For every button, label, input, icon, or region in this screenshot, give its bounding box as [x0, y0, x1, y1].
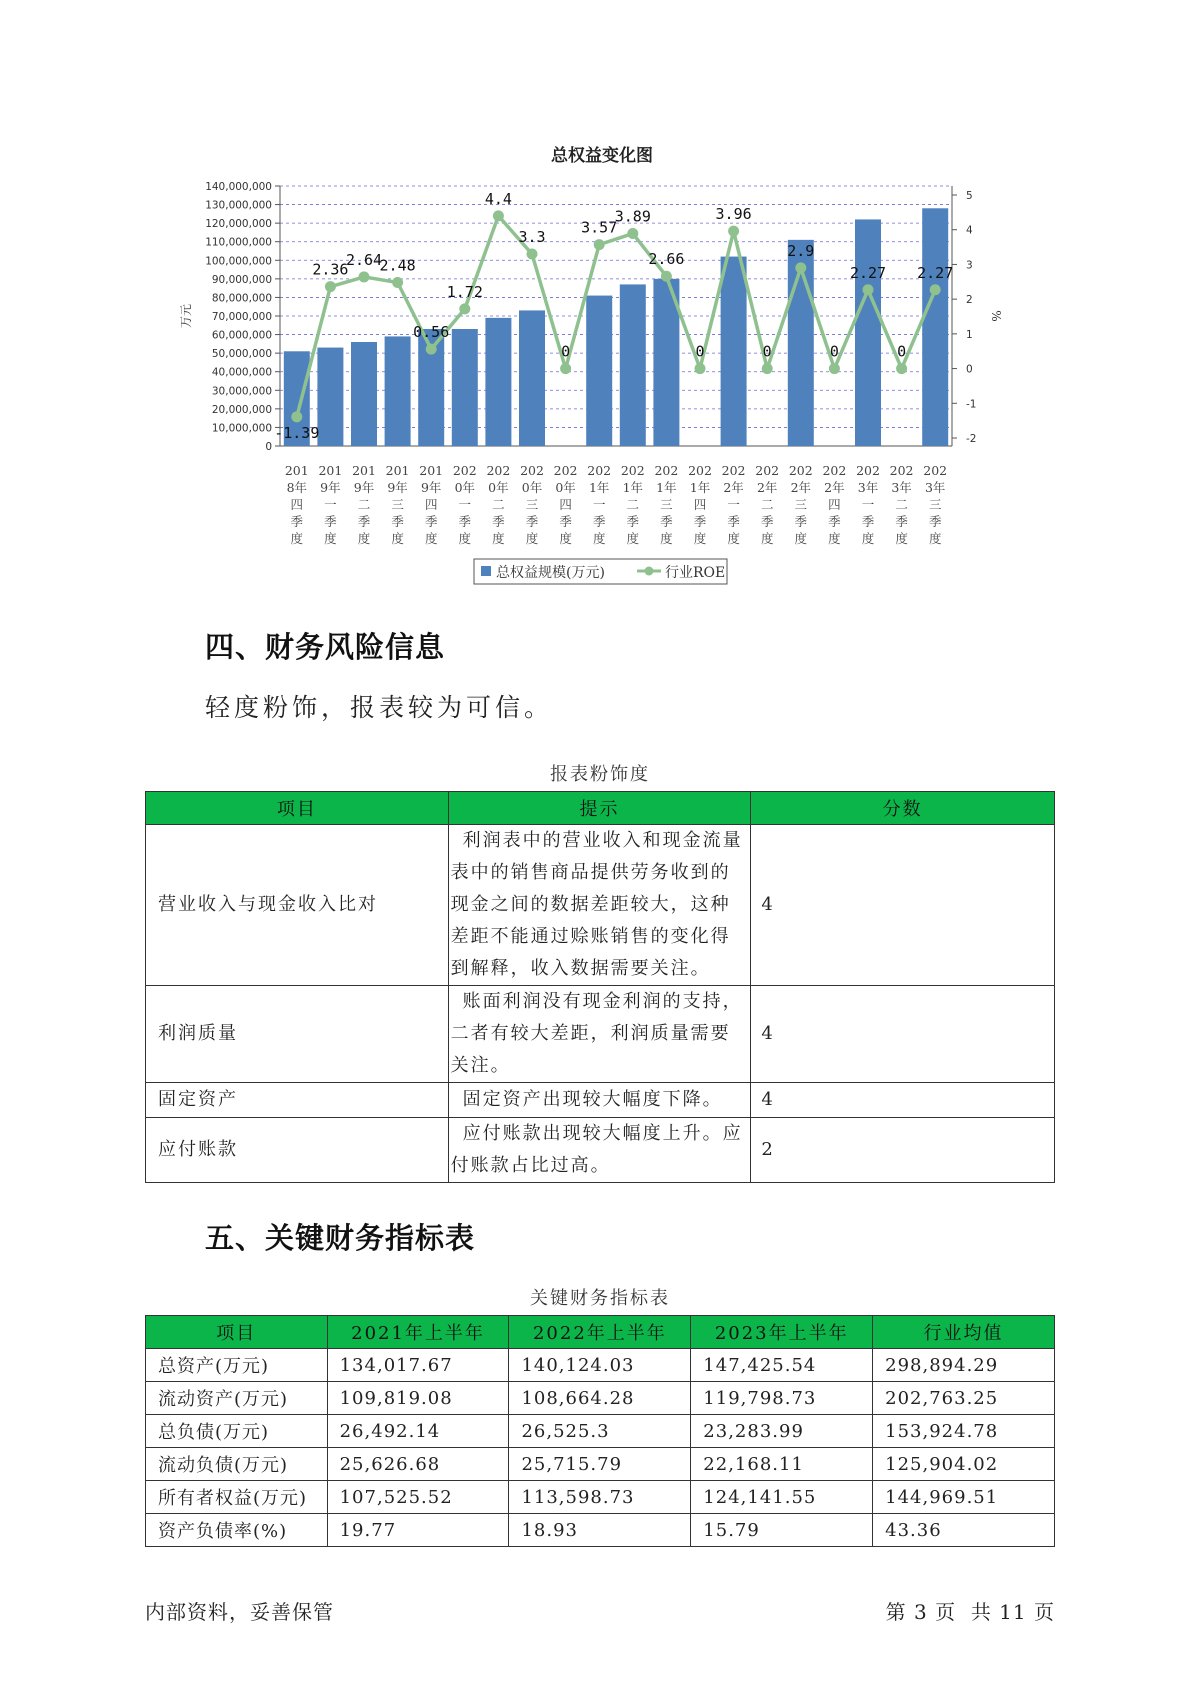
x-tick-label: 二 — [895, 497, 908, 512]
x-tick-label: 季 — [861, 514, 875, 529]
table-cell: 124,141.55 — [691, 1481, 873, 1514]
x-tick-label: 度 — [592, 531, 606, 546]
x-tick-label: 四 — [693, 497, 707, 512]
roe-point — [459, 303, 470, 314]
risk-item: 利润质量 — [146, 986, 449, 1083]
x-tick-label: 202 — [520, 463, 544, 478]
table-cell: 流动负债(万元) — [146, 1448, 328, 1481]
equity-bar — [485, 318, 511, 446]
x-tick-label: 三 — [660, 497, 673, 512]
table-cell: 15.79 — [691, 1514, 873, 1547]
table-row — [146, 1382, 1055, 1415]
equity-bar — [922, 208, 948, 446]
roe-point — [493, 210, 504, 221]
risk-item: 应付账款 — [146, 1118, 449, 1183]
x-tick-label: 度 — [660, 531, 673, 546]
roe-point — [728, 226, 739, 237]
column-header: 项目 — [146, 1316, 328, 1349]
roe-data-label: 2.27 — [849, 263, 887, 282]
x-tick-label: 201 — [352, 463, 376, 478]
y-left-tick-label: 120,000,000 — [205, 218, 272, 231]
x-tick-label: 季 — [492, 514, 505, 529]
y-left-tick-label: 60,000,000 — [211, 329, 272, 342]
x-tick-label: 季 — [828, 514, 841, 529]
roe-data-label: 3.96 — [715, 205, 752, 224]
table-row — [146, 825, 1055, 986]
roe-data-label: 3.89 — [614, 207, 651, 226]
table-cell: 总资产(万元) — [146, 1349, 328, 1382]
x-tick-label: 一 — [861, 497, 875, 512]
x-tick-label: 0年 — [488, 480, 509, 495]
y-right-tick-label: -1 — [966, 398, 977, 411]
roe-point — [863, 284, 874, 295]
table-cell: 18.93 — [509, 1514, 691, 1547]
table-cell: 19.77 — [327, 1514, 509, 1547]
y-left-tick-label: 30,000,000 — [211, 385, 272, 398]
x-tick-label: 度 — [895, 531, 908, 546]
roe-point — [392, 277, 403, 288]
roe-data-label: 0 — [561, 342, 571, 361]
y-left-tick-label: 40,000,000 — [211, 366, 272, 379]
x-tick-label: 季 — [660, 514, 673, 529]
roe-data-label: 2.36 — [312, 260, 349, 279]
x-tick-label: 3年 — [891, 480, 912, 495]
table-cell: 107,525.52 — [327, 1481, 509, 1514]
x-tick-label: 202 — [688, 463, 712, 478]
table-cell: 108,664.28 — [509, 1382, 691, 1415]
x-tick-label: 3年 — [924, 480, 946, 495]
table-cell: 总负债(万元) — [146, 1415, 328, 1448]
table-cell: 流动资产(万元) — [146, 1382, 328, 1415]
roe-data-label: 4.4 — [484, 189, 512, 208]
equity-bar — [721, 257, 747, 446]
x-tick-label: 9年 — [353, 480, 375, 495]
roe-point — [896, 363, 907, 374]
x-tick-label: 202 — [452, 463, 477, 478]
y-left-tick-label: 130,000,000 — [205, 199, 272, 212]
y-left-tick-label: 50,000,000 — [211, 348, 272, 361]
x-tick-label: 季 — [290, 514, 304, 529]
x-tick-label: 度 — [525, 531, 539, 546]
x-tick-label: 季 — [727, 514, 740, 529]
x-tick-label: 202 — [923, 463, 948, 478]
roe-point — [527, 249, 538, 260]
table-cell: 140,124.03 — [509, 1349, 691, 1382]
table-cell: 109,819.08 — [327, 1382, 509, 1415]
risk-hint: 账面利润没有现金利润的支持，二者有较大差距，利润质量需要关注。 — [448, 986, 751, 1083]
section-heading-key-indicators: 五、关键财务指标表 — [205, 1221, 476, 1255]
y-left-tick-label: 140,000,000 — [205, 181, 272, 193]
x-tick-label: 202 — [620, 463, 645, 478]
x-tick-label: 一 — [324, 497, 337, 512]
table-cell: 22,168.11 — [691, 1448, 873, 1481]
column-header: 提示 — [448, 792, 751, 825]
risk-summary: 轻度粉饰，报表较为可信。 — [205, 693, 554, 722]
equity-bar — [620, 284, 646, 446]
x-tick-label: 季 — [391, 514, 404, 529]
y-right-tick-label: -2 — [966, 433, 977, 445]
x-tick-label: 202 — [755, 463, 780, 478]
risk-table-caption: 报表粉饰度 — [550, 764, 650, 785]
risk-hint: 利润表中的营业收入和现金流量表中的销售商品提供劳务收到的现金之间的数据差距较大，这种差距不能通过赊账销售的变化得到解释，收入数据需要关注。 — [448, 825, 751, 986]
x-tick-label: 201 — [419, 463, 444, 478]
x-tick-label: 季 — [424, 514, 438, 529]
y-right-axis-label: % — [989, 310, 1003, 322]
x-tick-label: 202 — [721, 463, 746, 478]
risk-score: 4 — [751, 825, 1055, 986]
x-tick-label: 202 — [889, 463, 914, 478]
column-header: 2023年上半年 — [691, 1316, 873, 1349]
x-tick-label: 3年 — [857, 480, 879, 495]
chart-title: 总权益变化图 — [551, 146, 653, 166]
x-tick-label: 201 — [385, 463, 410, 478]
x-tick-label: 1年 — [588, 480, 610, 495]
x-tick-label: 0年 — [454, 480, 476, 495]
y-right-tick-label: 1 — [966, 328, 973, 341]
x-tick-label: 季 — [760, 514, 774, 529]
x-tick-label: 202 — [654, 463, 679, 478]
y-left-tick-label: 80,000,000 — [211, 292, 272, 305]
x-tick-label: 一 — [727, 497, 740, 512]
roe-data-label: 3.3 — [518, 228, 546, 247]
table-cell: 119,798.73 — [691, 1382, 873, 1415]
x-tick-label: 二 — [357, 497, 371, 512]
roe-data-label: 2.64 — [345, 250, 383, 269]
x-tick-label: 季 — [324, 514, 337, 529]
x-tick-label: 度 — [928, 531, 942, 546]
x-tick-label: 季 — [525, 514, 539, 529]
x-tick-label: 202 — [553, 463, 578, 478]
roe-point — [627, 228, 638, 239]
x-tick-label: 季 — [559, 514, 572, 529]
x-tick-label: 度 — [727, 531, 740, 546]
x-tick-label: 度 — [626, 531, 640, 546]
table-cell: 298,894.29 — [873, 1349, 1055, 1382]
table-cell: 134,017.67 — [327, 1349, 509, 1382]
equity-bar — [317, 348, 343, 446]
roe-data-label: 0 — [762, 342, 772, 361]
x-tick-label: 二 — [626, 497, 640, 512]
roe-point — [426, 344, 437, 355]
x-tick-label: 度 — [760, 531, 774, 546]
x-tick-label: 三 — [525, 497, 539, 512]
x-tick-label: 季 — [458, 514, 472, 529]
x-tick-label: 三 — [391, 497, 404, 512]
x-tick-label: 季 — [895, 514, 908, 529]
x-tick-label: 度 — [828, 531, 841, 546]
table-cell: 资产负债率(%) — [146, 1514, 328, 1547]
roe-point — [930, 284, 941, 295]
equity-bar — [519, 310, 545, 446]
x-tick-label: 9年 — [387, 480, 408, 495]
x-tick-label: 1年 — [656, 480, 677, 495]
x-tick-label: 0年 — [555, 480, 576, 495]
x-tick-label: 度 — [357, 531, 371, 546]
table-cell: 26,525.3 — [509, 1415, 691, 1448]
x-tick-label: 季 — [626, 514, 640, 529]
roe-point — [359, 271, 370, 282]
table-row — [146, 1415, 1055, 1448]
x-tick-label: 度 — [559, 531, 572, 546]
x-tick-label: 季 — [794, 514, 808, 529]
x-tick-label: 度 — [794, 531, 808, 546]
table-cell: 202,763.25 — [873, 1382, 1055, 1415]
legend-line-label: 行业ROE — [665, 565, 726, 581]
table-row — [146, 986, 1055, 1083]
x-tick-label: 度 — [391, 531, 404, 546]
column-header: 项目 — [146, 792, 449, 825]
x-tick-label: 0年 — [521, 480, 543, 495]
y-right-tick-label: 3 — [966, 259, 973, 272]
roe-data-label: -1.39 — [274, 423, 320, 442]
y-left-tick-label: 10,000,000 — [211, 422, 272, 435]
x-tick-label: 202 — [856, 463, 880, 478]
table-cell: 所有者权益(万元) — [146, 1481, 328, 1514]
x-tick-label: 8年 — [286, 480, 308, 495]
legend-bar-swatch — [481, 566, 491, 576]
table-cell: 23,283.99 — [691, 1415, 873, 1448]
x-tick-label: 度 — [458, 531, 472, 546]
equity-bar — [586, 296, 612, 446]
y-left-tick-label: 110,000,000 — [205, 236, 272, 249]
x-tick-label: 202 — [788, 463, 813, 478]
risk-item: 固定资产 — [146, 1083, 449, 1118]
x-tick-label: 三 — [928, 497, 942, 512]
column-header: 行业均值 — [873, 1316, 1055, 1349]
x-tick-label: 1年 — [622, 480, 644, 495]
x-tick-label: 度 — [693, 531, 707, 546]
x-tick-label: 度 — [492, 531, 505, 546]
x-tick-label: 2年 — [756, 480, 778, 495]
x-tick-label: 2年 — [790, 480, 812, 495]
roe-point — [325, 281, 336, 292]
x-tick-label: 202 — [486, 463, 511, 478]
x-tick-label: 201 — [284, 463, 309, 478]
equity-bar — [385, 336, 411, 446]
y-right-tick-label: 0 — [966, 363, 973, 376]
roe-data-label: 2.27 — [917, 263, 954, 282]
x-tick-label: 度 — [290, 531, 304, 546]
x-tick-label: 季 — [357, 514, 371, 529]
roe-data-label: 2.48 — [379, 256, 416, 275]
x-tick-label: 度 — [324, 531, 337, 546]
x-tick-label: 四 — [424, 497, 438, 512]
column-header: 2022年上半年 — [509, 1316, 691, 1349]
y-left-tick-label: 90,000,000 — [211, 273, 272, 286]
table-header-row — [146, 792, 1055, 825]
y-left-tick-label: 100,000,000 — [205, 255, 272, 268]
table-row — [146, 1349, 1055, 1382]
y-right-tick-label: 2 — [966, 294, 973, 307]
table-cell: 147,425.54 — [691, 1349, 873, 1382]
x-tick-label: 1年 — [689, 480, 711, 495]
x-tick-label: 四 — [828, 497, 841, 512]
roe-data-label: 2.66 — [648, 250, 685, 269]
table-row — [146, 1448, 1055, 1481]
table-row — [146, 1118, 1055, 1183]
x-tick-label: 2年 — [824, 480, 845, 495]
x-tick-label: 9年 — [320, 480, 341, 495]
equity-bar — [855, 219, 881, 446]
legend-bar-label: 总权益规模(万元) — [496, 565, 605, 581]
risk-hint: 固定资产出现较大幅度下降。 — [448, 1083, 751, 1118]
x-tick-label: 二 — [760, 497, 774, 512]
legend-line-marker — [645, 567, 654, 576]
table-cell: 144,969.51 — [873, 1481, 1055, 1514]
y-left-tick-label: 0 — [265, 441, 272, 453]
x-tick-label: 四 — [559, 497, 572, 512]
roe-data-label: 2.9 — [787, 241, 815, 260]
table-cell: 25,626.68 — [327, 1448, 509, 1481]
roe-data-label: 3.57 — [581, 218, 618, 237]
roe-point — [695, 363, 706, 374]
roe-point — [594, 239, 605, 250]
column-header: 2021年上半年 — [327, 1316, 509, 1349]
x-tick-label: 度 — [424, 531, 438, 546]
risk-table — [145, 791, 1055, 1183]
table-cell: 125,904.02 — [873, 1448, 1055, 1481]
y-left-tick-label: 20,000,000 — [211, 403, 272, 416]
table-cell: 153,924.78 — [873, 1415, 1055, 1448]
risk-score: 2 — [751, 1118, 1055, 1183]
risk-score: 4 — [751, 1083, 1055, 1118]
x-tick-label: 季 — [693, 514, 707, 529]
x-tick-label: 季 — [928, 514, 942, 529]
y-right-tick-label: 5 — [966, 190, 973, 202]
equity-chart — [0, 0, 1191, 600]
table-row — [146, 1481, 1055, 1514]
column-header: 分数 — [751, 792, 1055, 825]
x-tick-label: 9年 — [420, 480, 442, 495]
x-tick-label: 四 — [290, 497, 304, 512]
equity-bar — [351, 342, 377, 446]
roe-point — [762, 363, 773, 374]
y-left-tick-label: 70,000,000 — [211, 311, 272, 323]
table-cell: 43.36 — [873, 1514, 1055, 1547]
x-tick-label: 一 — [458, 497, 472, 512]
roe-point — [661, 271, 672, 282]
table-row — [146, 1514, 1055, 1547]
x-tick-label: 一 — [592, 497, 606, 512]
footer-note: 内部资料，妥善保管 — [145, 1600, 334, 1624]
roe-data-label: 0 — [695, 342, 705, 361]
x-tick-label: 201 — [318, 463, 343, 478]
roe-data-label: 0.56 — [413, 323, 450, 342]
y-left-axis-label: 万元 — [179, 303, 193, 329]
kpi-table — [145, 1315, 1055, 1547]
table-cell: 113,598.73 — [509, 1481, 691, 1514]
table-cell: 25,715.79 — [509, 1448, 691, 1481]
roe-point — [560, 363, 571, 374]
roe-data-label: 0 — [897, 342, 907, 361]
x-tick-label: 202 — [587, 463, 612, 478]
kpi-table-caption: 关键财务指标表 — [530, 1288, 670, 1309]
risk-score: 4 — [751, 986, 1055, 1083]
x-tick-label: 度 — [861, 531, 875, 546]
x-tick-label: 二 — [492, 497, 505, 512]
y-right-tick-label: 4 — [966, 224, 973, 237]
x-tick-label: 202 — [822, 463, 847, 478]
roe-point — [829, 363, 840, 374]
roe-point — [291, 411, 302, 422]
roe-data-label: 0 — [829, 342, 839, 361]
table-row — [146, 1083, 1055, 1118]
table-cell: 26,492.14 — [327, 1415, 509, 1448]
roe-point — [795, 262, 806, 273]
x-tick-label: 季 — [592, 514, 606, 529]
roe-data-label: 1.72 — [446, 282, 483, 301]
risk-item: 营业收入与现金收入比对 — [146, 825, 449, 986]
risk-hint: 应付账款出现较大幅度上升。应付账款占比过高。 — [448, 1118, 751, 1183]
table-header-row — [146, 1316, 1055, 1349]
page-number: 第 3 页 共 11 页 — [885, 1600, 1055, 1624]
x-tick-label: 2年 — [723, 480, 744, 495]
equity-bar — [452, 329, 478, 446]
x-tick-label: 三 — [794, 497, 808, 512]
section-heading-financial-risk: 四、财务风险信息 — [205, 630, 446, 664]
